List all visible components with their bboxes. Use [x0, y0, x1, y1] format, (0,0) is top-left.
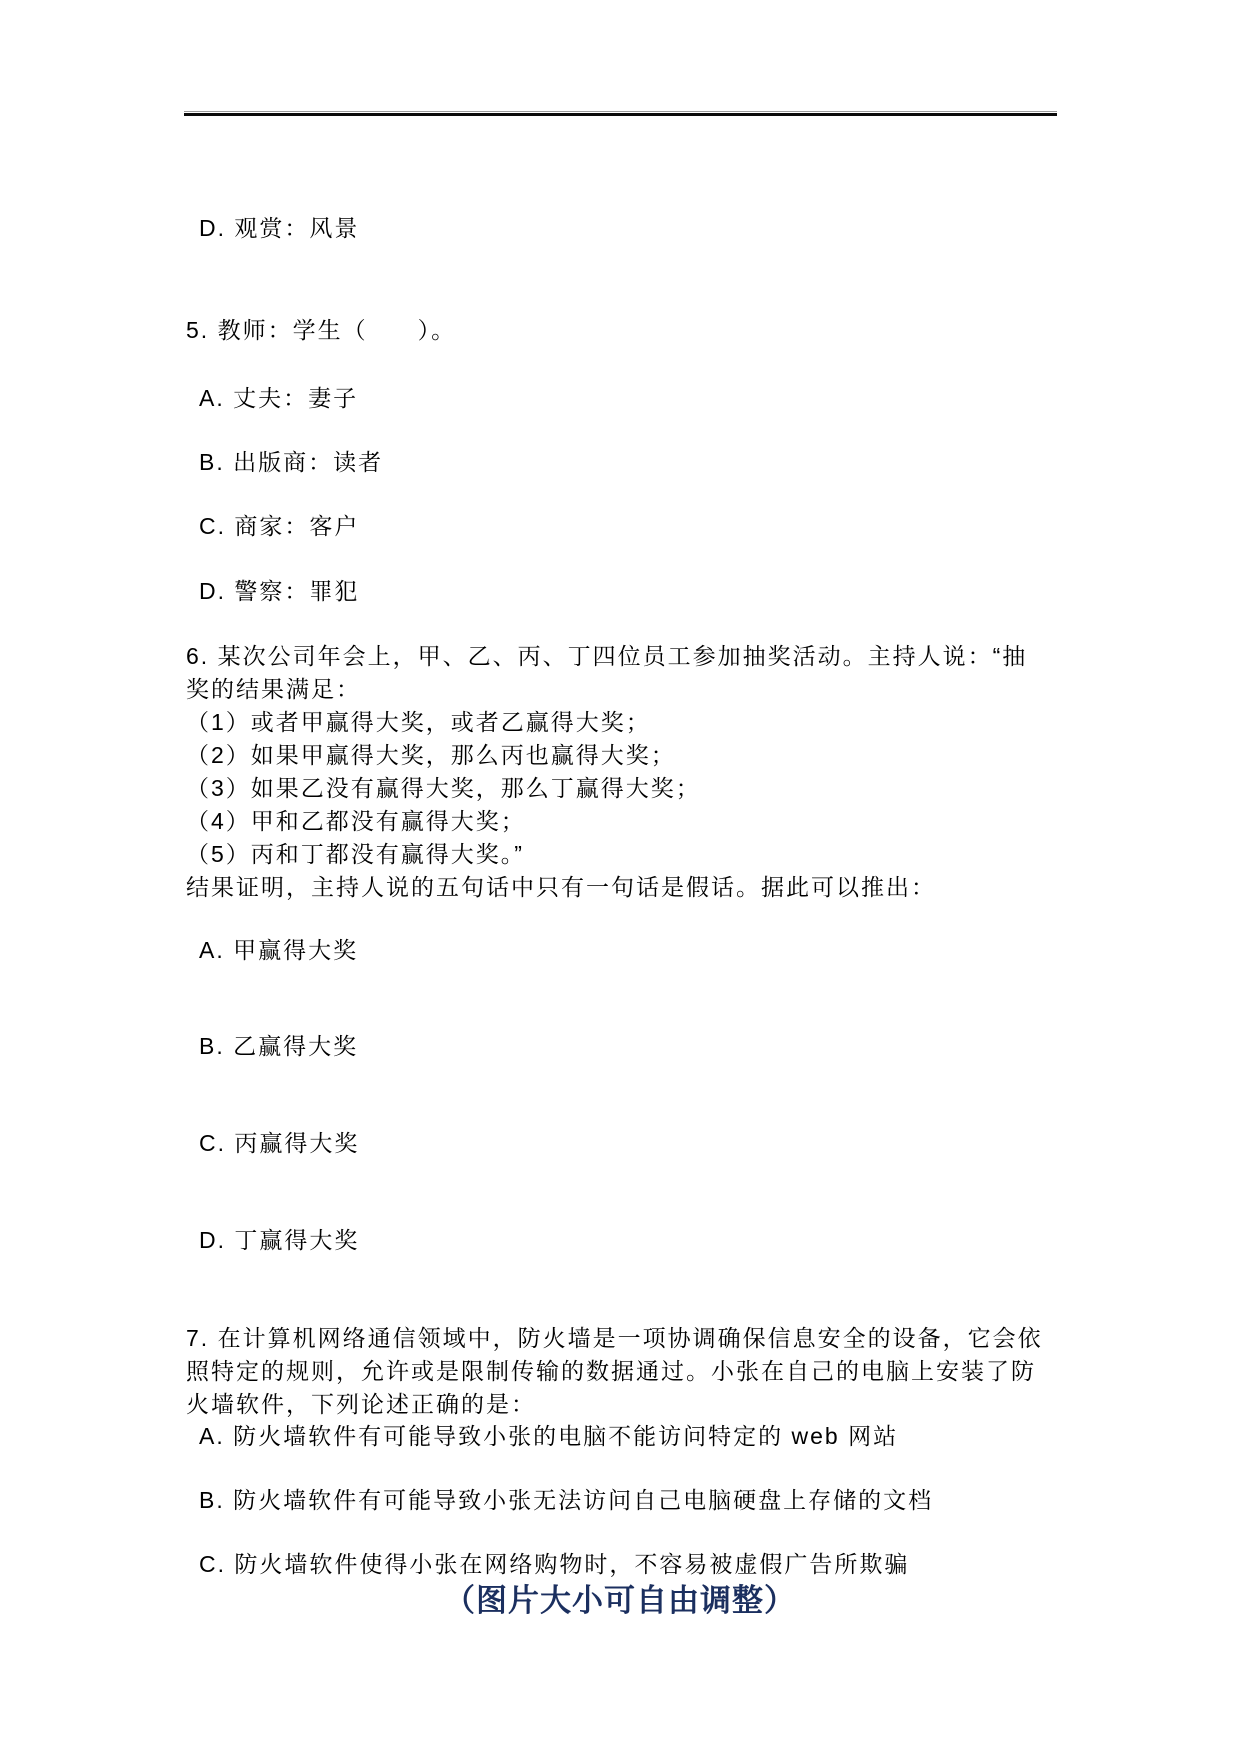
question7-option-c: C. 防火墙软件使得小张在网络购物时，不容易被虚假广告所欺骗 — [199, 1551, 910, 1577]
prev-question-option-d: D. 观赏：风景 — [199, 215, 360, 241]
question6-condition-5: （5）丙和丁都没有赢得大奖。” — [186, 841, 524, 867]
question6-option-b: B. 乙赢得大奖 — [199, 1033, 359, 1059]
question6-conclusion: 结果证明，主持人说的五句话中只有一句话是假话。据此可以推出： — [186, 874, 936, 900]
question6-condition-1: （1）或者甲赢得大奖，或者乙赢得大奖； — [186, 709, 651, 735]
question5-option-c: C. 商家：客户 — [199, 513, 360, 539]
question5-stem: 5. 教师：学生（ ）。 — [186, 317, 457, 343]
header-divider-rule — [184, 111, 1057, 116]
question7-stem-line-1: 7. 在计算机网络通信领域中，防火墙是一项协调确保信息安全的设备，它会依 — [186, 1325, 1043, 1351]
question5-option-d: D. 警察：罪犯 — [199, 578, 360, 604]
question7-option-b: B. 防火墙软件有可能导致小张无法访问自己电脑硬盘上存储的文档 — [199, 1487, 934, 1513]
question6-condition-4: （4）甲和乙都没有赢得大奖； — [186, 808, 526, 834]
question6-option-d: D. 丁赢得大奖 — [199, 1227, 360, 1253]
question6-stem-line-1: 6. 某次公司年会上，甲、乙、丙、丁四位员工参加抽奖活动。主持人说：“抽 — [186, 643, 1028, 669]
question5-option-b: B. 出版商：读者 — [199, 449, 384, 475]
question7-stem-line-3: 火墙软件，下列论述正确的是： — [186, 1391, 536, 1417]
question7-option-a: A. 防火墙软件有可能导致小张的电脑不能访问特定的 web 网站 — [199, 1423, 899, 1449]
question7-stem-line-2: 照特定的规则，允许或是限制传输的数据通过。小张在自己的电脑上安装了防 — [186, 1358, 1036, 1384]
question6-condition-2: （2）如果甲赢得大奖，那么丙也赢得大奖； — [186, 742, 676, 768]
question6-stem-line-2: 奖的结果满足： — [186, 676, 361, 702]
question5-option-a: A. 丈夫：妻子 — [199, 385, 359, 411]
resize-hint-note: （图片大小可自由调整） — [444, 1583, 796, 1618]
question6-condition-3: （3）如果乙没有赢得大奖，那么丁赢得大奖； — [186, 775, 701, 801]
question6-option-c: C. 丙赢得大奖 — [199, 1130, 360, 1156]
question6-option-a: A. 甲赢得大奖 — [199, 937, 359, 963]
